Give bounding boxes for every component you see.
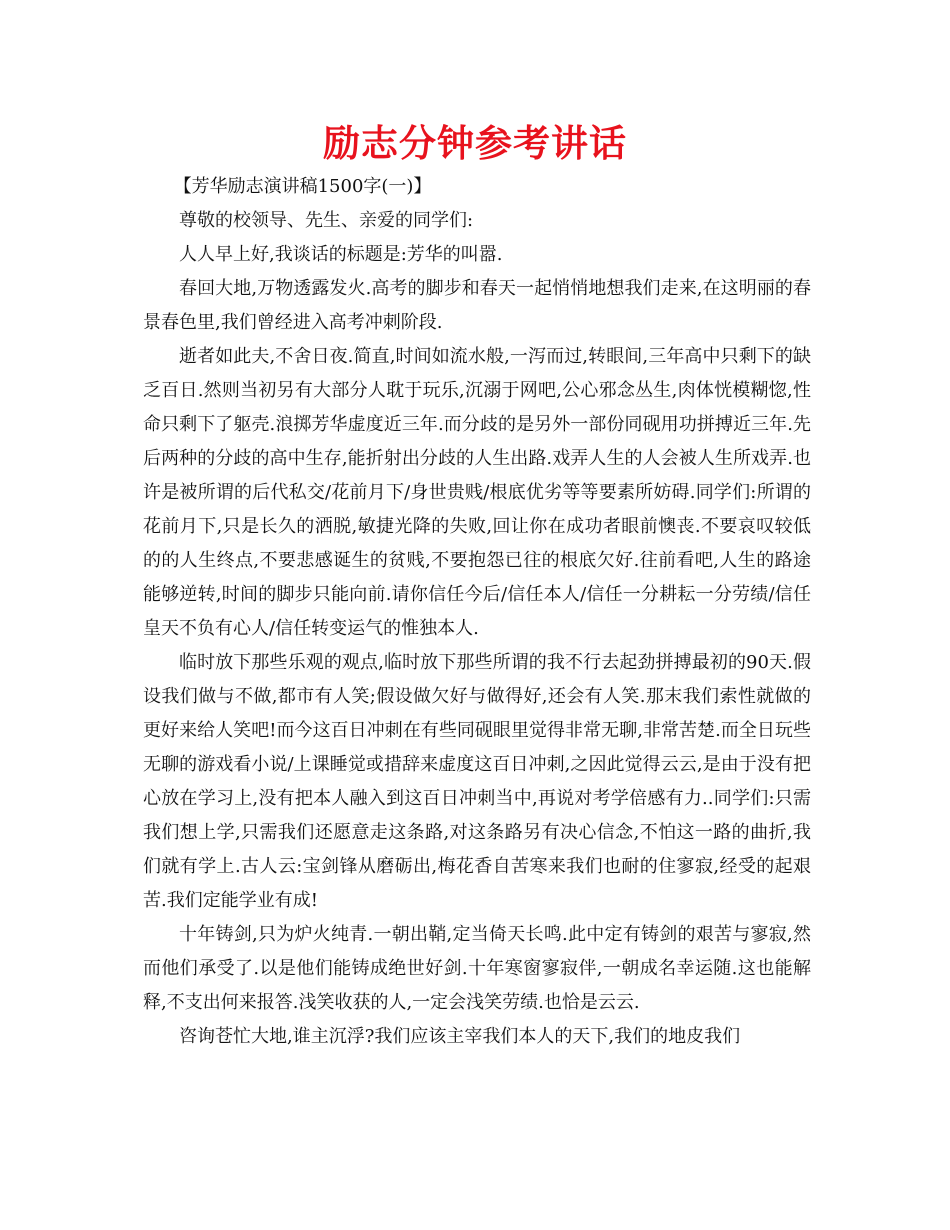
speech-heading: 【芳华励志演讲稿1500字(一)】 <box>173 176 432 197</box>
paragraph: 临时放下那些乐观的观点,临时放下那些所谓的我不行去起劲拼搏最初的90天.假设我们做与不做,都市有人笑;假设做欠好与做得好,还会有人笑.那末我们索性就做的更好来给人笑吧!而今这百日冲刺在有些同砚眼里觉得非常无聊,非常苦楚.而全日玩些无聊的游戏看小说/上课睡觉或措辞来虚度这百日冲刺,之因此觉得云云,是由于没有把心放在学习上,没有把本人融入到这百日冲刺当中,再说对考学倍感有力..同学们:只需我们想上学,只需我们还愿意走这条路,对这条路另有决心信念,不怕这一路的曲折,我们就有学上.古人云:宝剑锋从磨砺出,梅花香自苦寒来我们也耐的住寥寂,经受的起艰苦.我们定能学业有成! <box>143 652 811 911</box>
paragraph: 春回大地,万物透露发火.高考的脚步和春天一起悄悄地想我们走来,在这明丽的春景春色里,我们曾经进入高考冲刺阶段. <box>143 278 811 333</box>
paragraph: 咨询苍忙大地,谁主沉浮?我们应该主宰我们本人的天下,我们的地皮我们 <box>179 1026 741 1047</box>
paragraph: 十年铸剑,只为炉火纯青.一朝出鞘,定当倚天长鸣.此中定有铸剑的艰苦与寥寂,然而他们承受了.以是他们能铸成绝世好剑.十年寒窗寥寂伴,一朝成名幸运随.这也能解释,不支出何来报答.浅笑收获的人,一定会浅笑劳绩.也恰是云云. <box>143 924 811 1013</box>
paragraph-salutation: 尊敬的校领导、先生、亲爱的同学们: <box>179 210 474 231</box>
paragraph-greeting: 人人早上好,我谈话的标题是:芳华的叫嚣. <box>179 244 503 265</box>
document-body <box>143 170 811 1054</box>
paragraph: 逝者如此夫,不舍日夜.简直,时间如流水般,一泻而过,转眼间,三年高中只剩下的缺乏百日.然则当初另有大部分人耽于玩乐,沉溺于网吧,公心邪念丛生,肉体恍模糊惚,性命只剩下了躯壳.浪掷芳华虚度近三年.而分歧的是另外一部份同砚用功拼搏近三年.先后两种的分歧的高中生存,能折射出分歧的人生出路.戏弄人生的人会被人生所戏弄.也许是被所谓的后代私交/花前月下/身世贵贱/根底优劣等等要素所妨碍.同学们:所谓的花前月下,只是长久的洒脱,敏捷光降的失败,回让你在成功者眼前懊丧.不要哀叹较低的的人生终点,不要悲感诞生的贫贱,不要抱怨已往的根底欠好.往前看吧,人生的路途能够逆转,时间的脚步只能向前.请你信任今后/信任本人/信任一分耕耘一分劳绩/信任皇天不负有心人/信任转变运气的惟独本人. <box>143 346 811 639</box>
page-title: 励志分钟参考讲话 <box>323 122 627 165</box>
